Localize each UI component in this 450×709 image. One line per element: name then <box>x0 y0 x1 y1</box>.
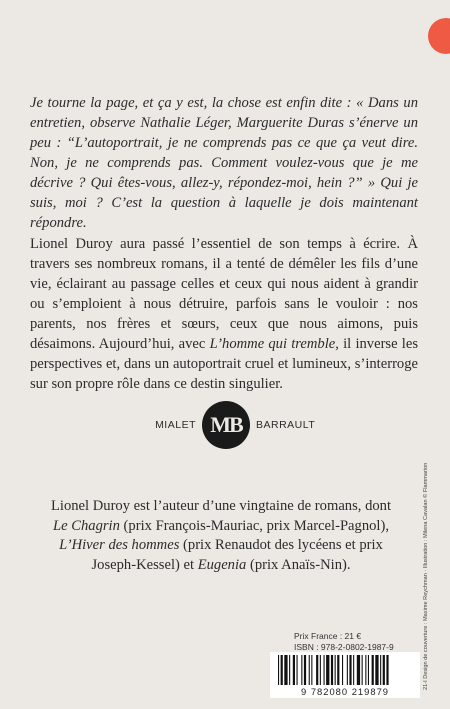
red-sticker-tab <box>428 18 450 54</box>
bio-book-2: L’Hiver des hommes <box>59 537 180 553</box>
publisher-name-right: BARRAULT <box>256 419 316 431</box>
barcode-icon <box>278 655 414 685</box>
summary-text-2: , il inverse les perspectives et, dans un autoportrait cruel et lumineux, s’interroge sur son propre rôle dans ce destin singulier. <box>30 336 418 392</box>
author-bio <box>45 497 397 575</box>
cover-credit: 21-I Design de couverture : Maxime Reychman · Illustration : Milena Cavalan © Flammarion <box>423 462 429 690</box>
excerpt-quote: Je tourne la page, et ça y est, la chose est enfin dite : « Dans un entretien, observe Nathalie Léger, Marguerite Duras s’énerve un peu : “L’autoportrait, je ne comprends pas ce que ça veut dire. Non, je ne comprends pas. Comment voulez-vous que je me décrive ? Qui êtes-vous, allez-y, répondez-moi, hein ?” » Qui je suis, moi ? C’est la question à laquelle je dois maintenant répondre. <box>30 95 418 231</box>
bio-book-3: Eugenia <box>197 556 247 573</box>
publisher-logo-block <box>126 401 326 449</box>
publisher-name-left: MIALET <box>155 419 196 431</box>
bio-book-1: Le Chagrin <box>53 517 120 534</box>
barcode-number: 9 782080 219879 <box>301 686 389 697</box>
publisher-logo-icon: MB <box>202 401 250 449</box>
book-title: L’homme qui tremble <box>209 336 336 352</box>
summary-text-1: Lionel Duroy aura passé l’essentiel de son temps à écrire. À travers ses nombreux romans, il a tenté de démêler les fils d’une vie, éclairant au passage celles et ceux qui nous aident à grandir ou s’emploient à nous détruire, parfois sans le vouloir : nos parents, nos frères et sœurs, ceux que nous aimons, puis désaimons. Aujourd’hui, avec <box>30 236 418 352</box>
barcode <box>270 652 420 698</box>
price: Prix France : 21 € <box>294 631 362 641</box>
bio-text-4: (prix Anaïs-Nin). <box>246 556 351 573</box>
isbn: ISBN : 978-2-0802-1987-9 <box>294 642 394 652</box>
book-summary <box>30 234 418 394</box>
bio-text-2: (prix François-Mauriac, prix Marcel-Pagnol), <box>119 517 389 534</box>
bio-text-1: Lionel Duroy est l’auteur d’une vingtaine de romans, dont <box>50 498 392 514</box>
bio-text-3: (prix Renaudot des lycéens et prix Joseph-Kessel) et <box>91 537 383 573</box>
